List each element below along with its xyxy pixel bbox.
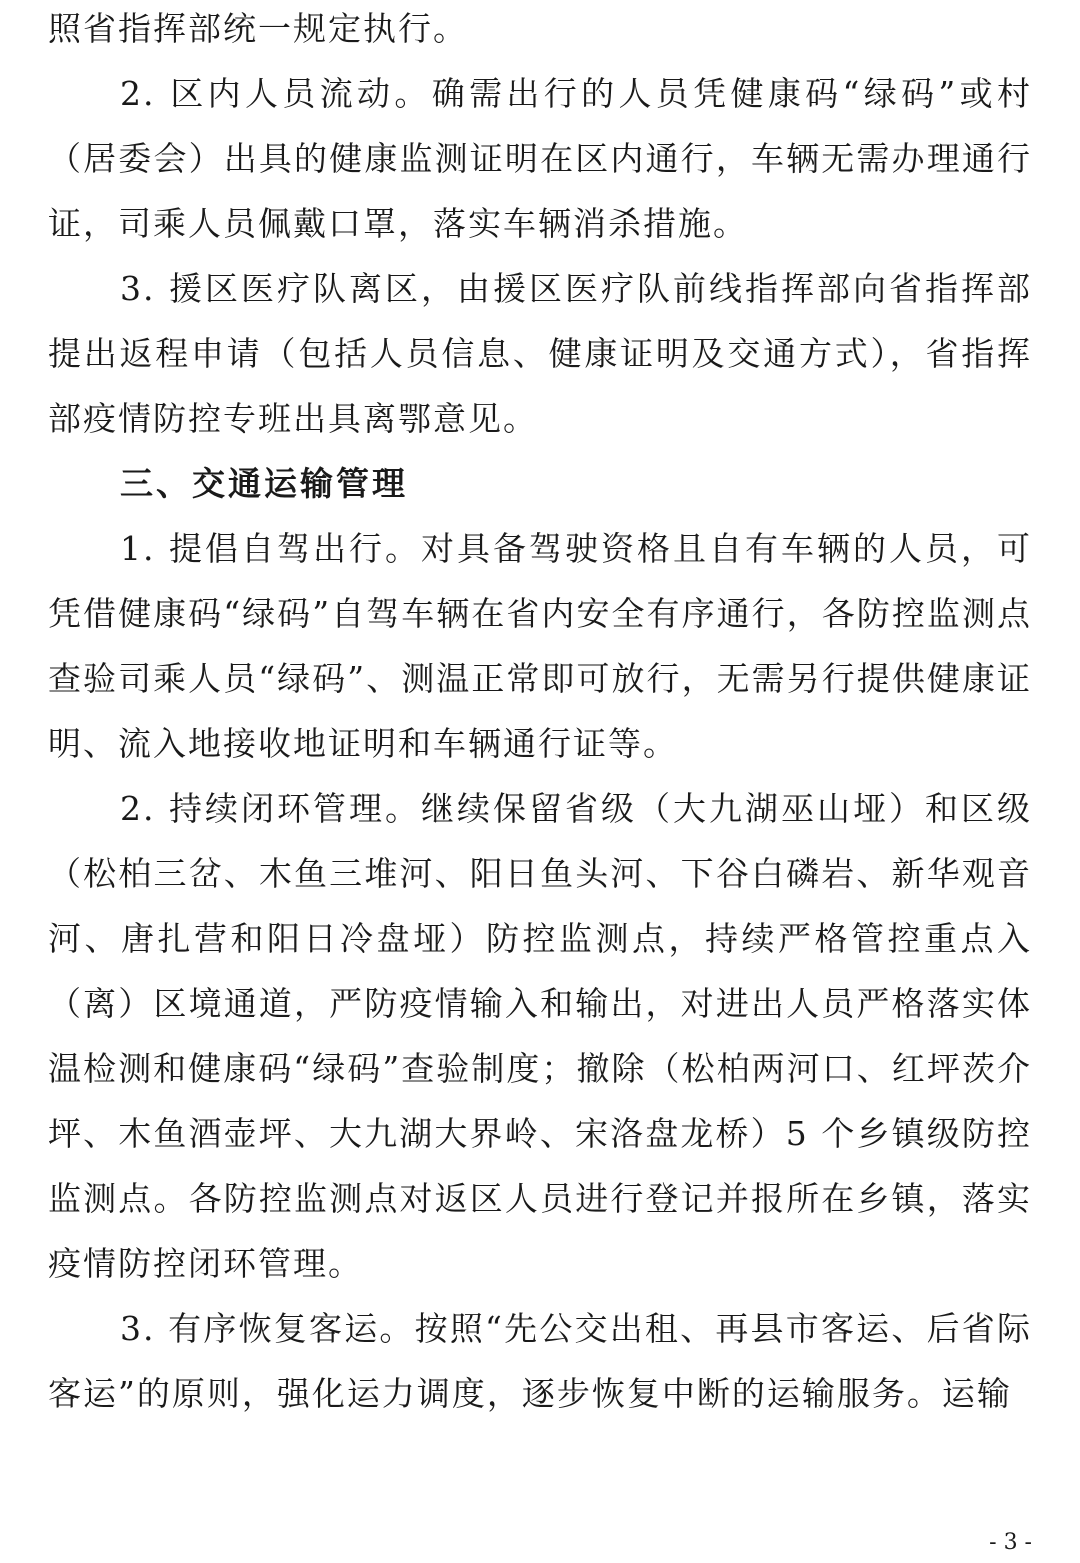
- page-number: - 3 -: [989, 1530, 1032, 1555]
- document-body: [48, 0, 1032, 1426]
- paragraph-closed-loop-management: 2. 持续闭环管理。继续保留省级（大九湖巫山垭）和区级（松柏三岔、木鱼三堆河、阳日鱼头河、下谷白磷岩、新华观音河、唐扎营和阳日冷盘垭）防控监测点，持续严格管控重点入（离）区境通道，严防疫情输入和输出，对进出人员严格落实体温检测和健康码“绿码”查验制度；撤除（松柏两河口、红坪茨介坪、木鱼酒壶坪、大九湖大界岭、宋洛盘龙桥）5 个乡镇级防控监测点。各防控监测点对返区人员进行登记并报所在乡镇，落实疫情防控闭环管理。: [48, 789, 1032, 1283]
- section-heading-transport: 三、交通运输管理: [120, 464, 408, 503]
- paragraph-medical-team-departure: 3. 援区医疗队离区，由援区医疗队前线指挥部向省指挥部提出返程申请（包括人员信息、健康证明及交通方式），省指挥部疫情防控专班出具离鄂意见。: [48, 269, 1032, 438]
- paragraph-self-driving: 1. 提倡自驾出行。对具备驾驶资格且自有车辆的人员，可凭借健康码“绿码”自驾车辆在省内安全有序通行，各防控监测点查验司乘人员“绿码”、测温正常即可放行，无需另行提供健康证明、流入地接收地证明和车辆通行证等。: [48, 529, 1032, 763]
- paragraph-continuation: 照省指挥部统一规定执行。: [48, 9, 468, 48]
- paragraph-intra-district-movement: 2. 区内人员流动。确需出行的人员凭健康码“绿码”或村（居委会）出具的健康监测证明在区内通行，车辆无需办理通行证，司乘人员佩戴口罩，落实车辆消杀措施。: [48, 74, 1032, 243]
- paragraph-restore-passenger-transport: 3. 有序恢复客运。按照“先公交出租、再县市客运、后省际客运”的原则，强化运力调度，逐步恢复中断的运输服务。运输: [48, 1309, 1032, 1413]
